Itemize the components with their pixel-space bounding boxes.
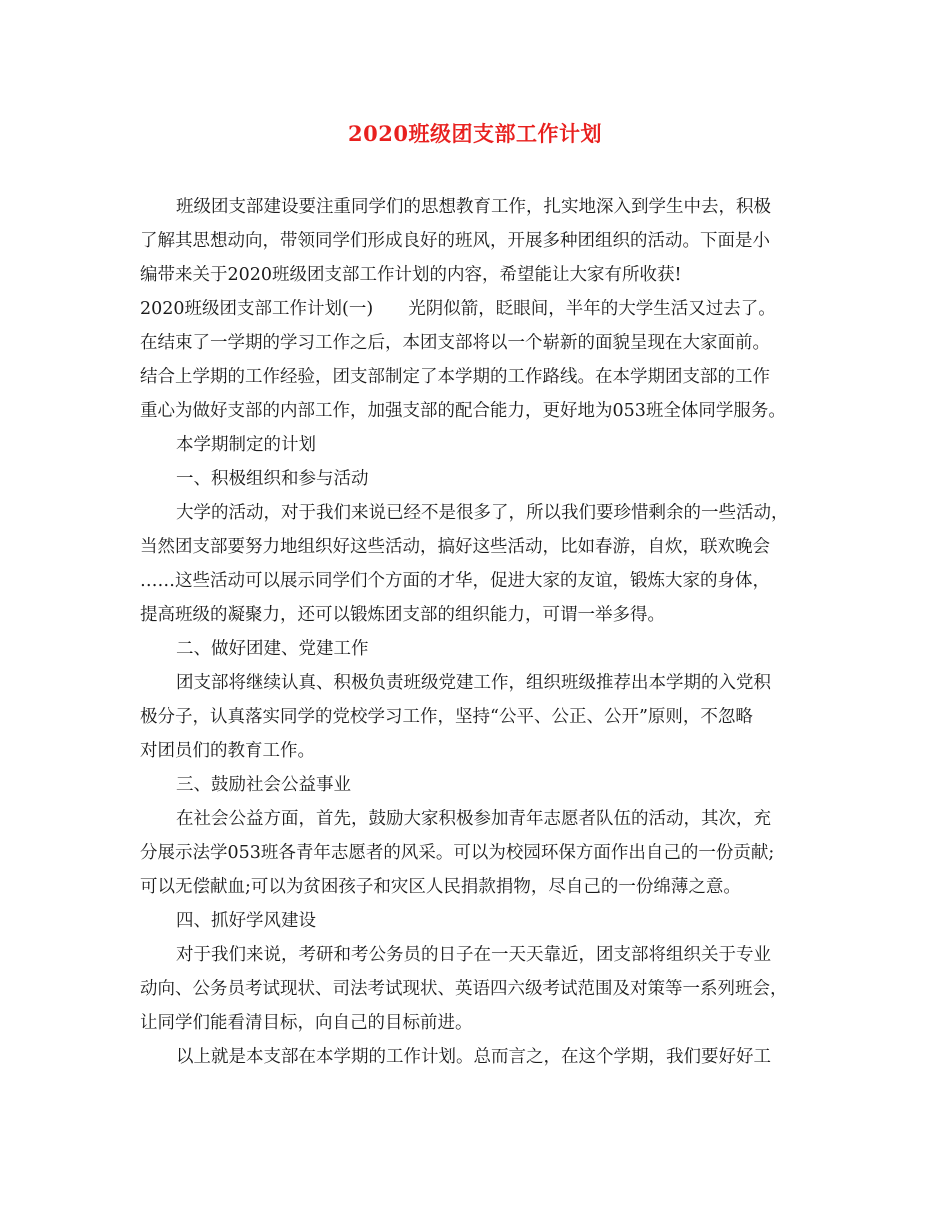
text-line: 分展示法学053班各青年志愿者的风采。可以为校园环保方面作出自己的一份贡献; xyxy=(140,843,775,863)
text-line: 二、做好团建、党建工作 xyxy=(176,639,369,659)
text-line: 大学的活动，对于我们来说已经不是很多了，所以我们要珍惜剩余的一些活动， xyxy=(176,503,789,523)
text-line: 在结束了一学期的学习工作之后，本团支部将以一个崭新的面貌呈现在大家面前。 xyxy=(140,333,770,353)
text-line: 三、鼓励社会公益事业 xyxy=(176,775,351,795)
text-line: 提高班级的凝聚力，还可以锻炼团支部的组织能力，可谓一举多得。 xyxy=(140,605,665,625)
text-line: 在社会公益方面，首先，鼓励大家积极参加青年志愿者队伍的活动，其次，充 xyxy=(176,809,771,829)
text-line: 可以无偿献血;可以为贫困孩子和灾区人民捐款捐物，尽自己的一份绵薄之意。 xyxy=(140,877,741,897)
text-line: 对团员们的教育工作。 xyxy=(140,741,315,761)
text-line: 班级团支部建设要注重同学们的思想教育工作，扎实地深入到学生中去，积极 xyxy=(176,197,771,217)
text-line: 四、抓好学风建设 xyxy=(176,911,316,931)
text-line: 当然团支部要努力地组织好这些活动，搞好这些活动，比如春游，自炊，联欢晚会 xyxy=(140,537,770,557)
text-line: 以上就是本支部在本学期的工作计划。总而言之，在这个学期，我们要好好工 xyxy=(176,1047,771,1067)
text-line: 让同学们能看清目标，向自己的目标前进。 xyxy=(140,1013,473,1033)
text-line: 动向、公务员考试现状、司法考试现状、英语四六级考试范围及对策等一系列班会， xyxy=(140,979,788,999)
text-line: 结合上学期的工作经验，团支部制定了本学期的工作路线。在本学期团支部的工作 xyxy=(140,367,770,387)
text-line: 2020班级团支部工作计划(一) 光阴似箭，眨眼间，半年的大学生活又过去了。 xyxy=(140,299,776,319)
text-line: 重心为做好支部的内部工作，加强支部的配合能力，更好地为053班全体同学服务。 xyxy=(140,401,786,421)
text-line: 本学期制定的计划 xyxy=(176,435,316,455)
text-line: 编带来关于2020班级团支部工作计划的内容，希望能让大家有所收获! xyxy=(140,265,682,285)
text-line: 了解其思想动向，带领同学们形成良好的班风，开展多种团组织的活动。下面是小 xyxy=(140,231,770,251)
text-line: 团支部将继续认真、积极负责班级党建工作，组织班级推荐出本学期的入党积 xyxy=(176,673,771,693)
document-body xyxy=(140,190,830,1074)
text-line: 极分子，认真落实同学的党校学习工作，坚持“公平、公正、公开”原则，不忽略 xyxy=(140,707,753,727)
text-line: 对于我们来说，考研和考公务员的日子在一天天靠近，团支部将组织关于专业 xyxy=(176,945,771,965)
text-line: 一、积极组织和参与活动 xyxy=(176,469,369,489)
document-title: 2020班级团支部工作计划 xyxy=(348,121,602,146)
text-line: ……这些活动可以展示同学们个方面的才华，促进大家的友谊，锻炼大家的身体， xyxy=(140,571,770,591)
